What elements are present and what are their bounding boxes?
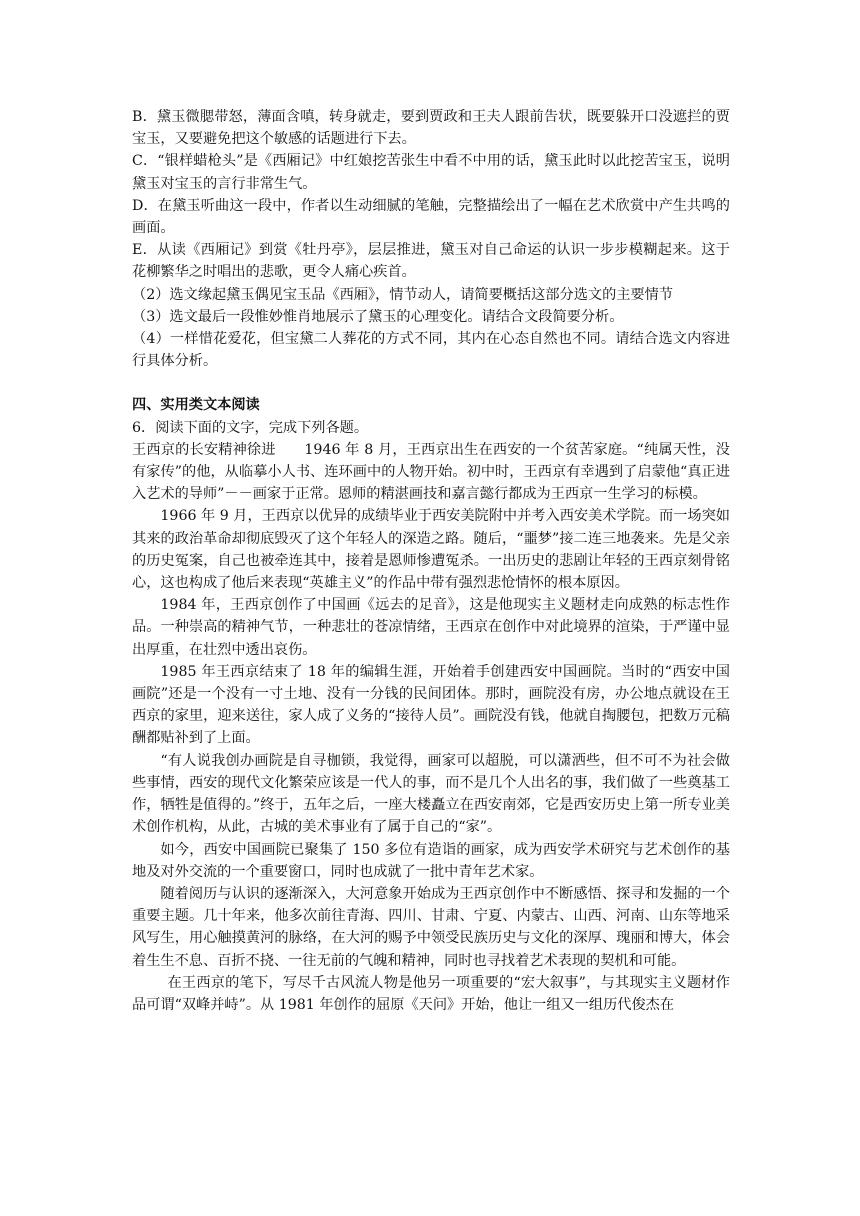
question-4: （4）一样惜花爱花，但宝黛二人葬花的方式不同，其内在心态自然也不同。请结合选文内容进行具体分析。 [132,331,730,370]
article-paragraph: 如今，西安中国画院已聚集了 150 多位有造诣的画家，成为西安学术研究与艺术创作的基地及对外交流的一个重要窗口，同时也成就了一批中青年艺术家。 [132,841,730,880]
article-paragraph: 1985 年王西京结束了 18 年的编辑生涯，开始着手创建西安中国画院。当时的“西安中国画院”还是一个没有一寸土地、没有一分钱的民间团体。那时，画院没有房，办公地点就设在王西京的家里，迎来送往，家人成了义务的“接待人员”。画院没有钱，他就自掏腰包，把数万元稿酬都贴补到了上面。 [132,663,730,747]
article-paragraph: 随着阅历与认识的逐渐深入，大河意象开始成为王西京创作中不断感悟、探寻和发掘的一个重要主题。几十年来，他多次前往青海、四川、甘肃、宁夏、内蒙古、山西、河南、山东等地采风写生，用心触摸黄河的脉络，在大河的赐予中领受民族历史与文化的深厚、瑰丽和博大，体会着生生不息、百折不挠、一往无前的气魄和精神，同时也寻找着艺术表现的契机和可能。 [132,885,730,969]
article-paragraph: “有人说我创办画院是自寻枷锁，我觉得，画家可以超脱，可以潇洒些，但不可不为社会做些事情，西安的现代文化繁荣应该是一代人的事，而不是几个人出名的事，我们做了一些奠基工作，牺牲是值得的。”终于，五年之后，一座大楼矗立在西安南郊，它是西安历史上第一所专业美术创作机构，从此，古城的美术事业有了属于自己的“家”。 [132,752,730,836]
question-2: （2）选文缘起黛玉偶见宝玉品《西厢》，情节动人，请简要概括这部分选文的主要情节 [132,286,674,303]
option-c: C．“银样蜡枪头”是《西厢记》中红娘挖苦张生中看不中用的话，黛玉此时以此挖苦宝玉，说明黛玉对宝玉的言行非常生气。 [132,153,730,192]
option-e: E．从读《西厢记》到赏《牡丹亭》，层层推进，黛玉对自己命运的认识一步步模糊起来。这于花柳繁华之时唱出的悲歌，更令人痛心疾首。 [132,242,730,281]
article-lead-paragraph: 王西京的长安精神徐进 1946 年 8 月，王西京出生在西安的一个贫苦家庭。“纯属天性，没有家传”的他，从临摹小人书、连环画中的人物开始。初中时，王西京有幸遇到了启蒙他“真正进入艺术的导师”－－画家于正常。恩师的精湛画技和嘉言懿行都成为王西京一生学习的标模。 [132,441,730,503]
article-last-paragraph: 在王西京的笔下，写尽千古风流人物是他另一项重要的“宏大叙事”，与其现实主义题材作品可谓“双峰并峙”。从 1981 年创作的屈原《天问》开始，他让一组又一组历代俊杰在 [132,974,730,1013]
option-d: D．在黛玉听曲这一段中，作者以生动细腻的笔触，完整描绘出了一幅在艺术欣赏中产生共鸣的画面。 [132,197,730,237]
option-b: B．黛玉微腮带怒，薄面含嗔，转身就走，要到贾政和王夫人跟前告状，既要躲开口没遮拦的贾宝玉，又要避免把这个敏感的话题进行下去。 [132,109,730,148]
section-instruction: 6．阅读下面的文字，完成下列各题。 [132,419,369,436]
article-paragraph: 1984 年，王西京创作了中国画《远去的足音》，这是他现实主义题材走向成熟的标志性作品。一种崇高的精神气节，一种悲壮的苍凉情绪，王西京在创作中对此境界的渲染，于严谨中显出厚重，在壮烈中透出哀伤。 [132,597,730,658]
section-heading: 四、实用类文本阅读 [132,397,260,414]
question-3: （3）选文最后一段惟妙惟肖地展示了黛玉的心理变化。请结合文段简要分析。 [132,308,624,325]
document-content [132,106,730,1016]
article-paragraph: 1966 年 9 月，王西京以优异的成绩毕业于西安美院附中并考入西安美术学院。而一场突如其来的政治革命却彻底毁灭了这个年轻人的深造之路。随后，“噩梦”接二连三地袭来。先是父亲的历史冤案，自己也被牵连其中，接着是恩师惨遭冤杀。一出历史的悲剧让年轻的王西京刻骨铭心，这也构成了他后来表现“英雄主义”的作品中带有强烈悲怆情怀的根本原因。 [132,508,730,592]
